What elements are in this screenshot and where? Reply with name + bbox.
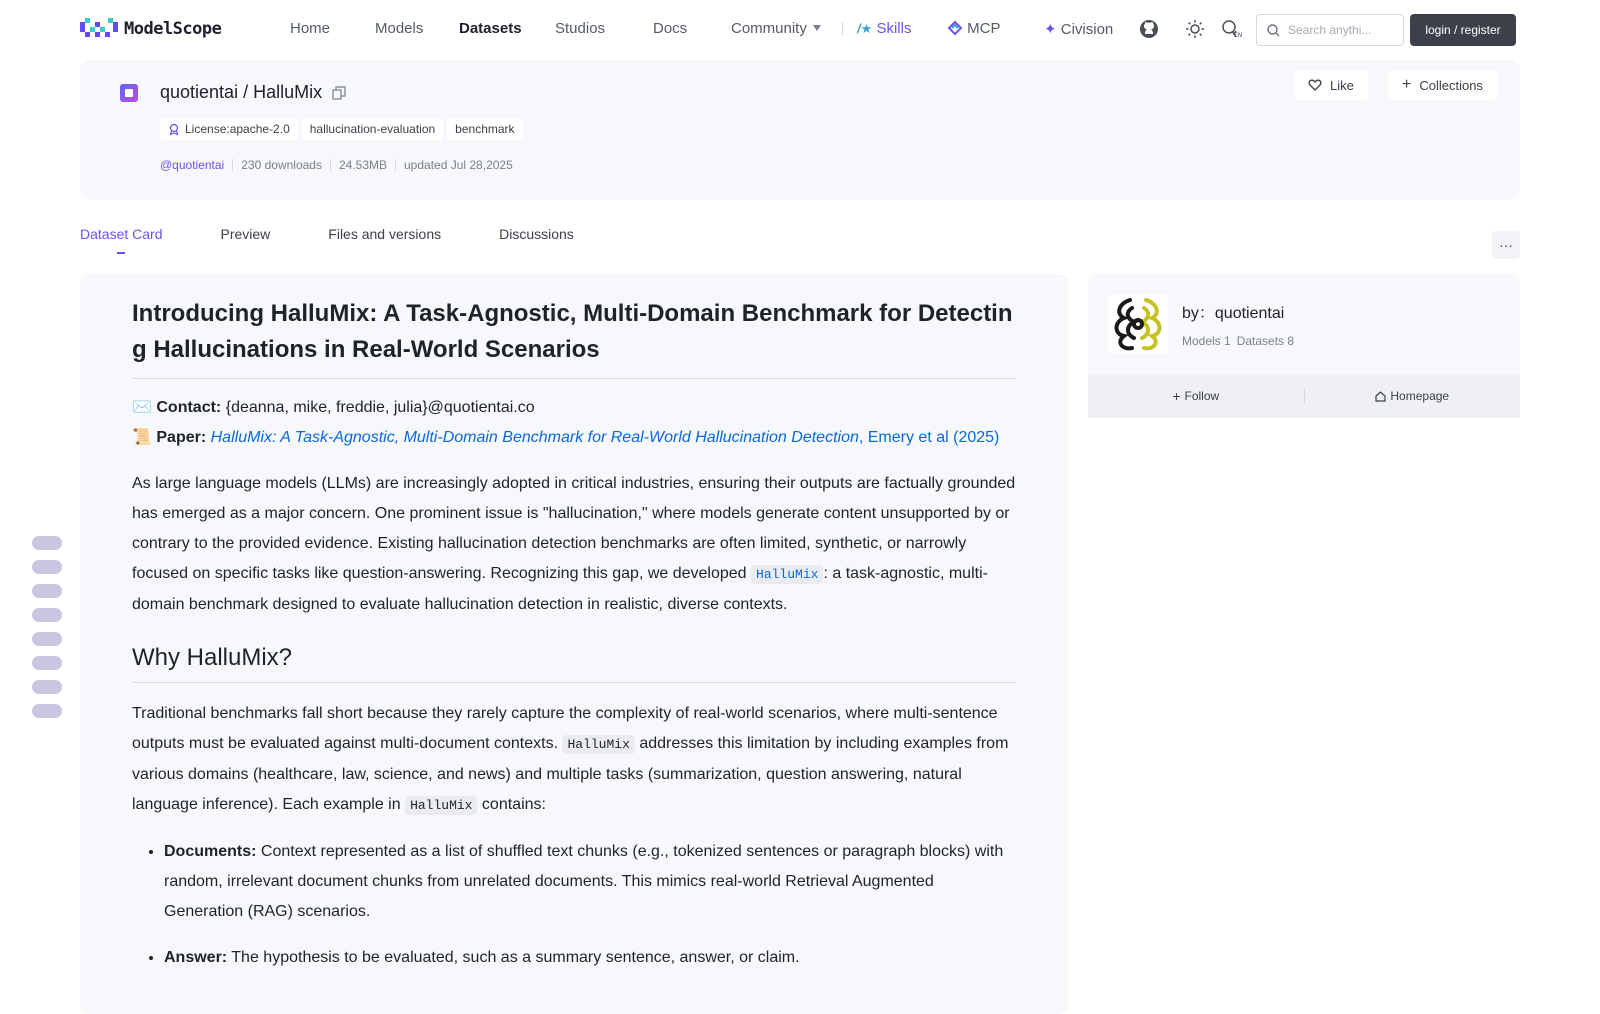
- nav-skills[interactable]: [857, 20, 911, 37]
- component-list: [132, 837, 1016, 973]
- contact-value: {deanna, mike, freddie, julia}@quotientai.co: [225, 399, 535, 416]
- tab-preview[interactable]: Preview: [220, 226, 271, 242]
- why-text: Traditional benchmarks fall short because they rarely capture the complexity of real-world scenarios, where multi-sentence outputs must be evaluated against multi-document contexts.: [132, 705, 998, 752]
- owner-avatar[interactable]: [1108, 294, 1168, 354]
- login-register-button[interactable]: login / register: [1410, 14, 1516, 46]
- nav-docs[interactable]: Docs: [653, 20, 688, 37]
- language-icon[interactable]: [1220, 18, 1242, 40]
- plus-icon: +: [1402, 76, 1412, 93]
- follow-button[interactable]: [1088, 388, 1304, 404]
- table-of-contents-rail: [32, 536, 62, 718]
- owner-stats: [1182, 334, 1294, 348]
- skills-icon: /★: [857, 21, 873, 36]
- search-input[interactable]: [1288, 23, 1398, 37]
- toc-item[interactable]: [32, 560, 62, 574]
- dataset-tags: [160, 118, 523, 140]
- nav-home[interactable]: Home: [290, 20, 331, 37]
- like-button[interactable]: [1294, 70, 1368, 100]
- top-navigation: [0, 0, 1600, 60]
- list-item-label: Documents:: [164, 843, 257, 860]
- toc-item[interactable]: [32, 632, 62, 646]
- nav-civision-label: Civision: [1060, 21, 1114, 38]
- envelope-icon: ✉️: [132, 399, 152, 416]
- follow-label: Follow: [1184, 389, 1220, 403]
- mcp-icon: [947, 20, 963, 36]
- list-item-label: Answer:: [164, 949, 228, 966]
- why-text: addresses this limitation by including examples from various domains (healthcare, law, science, and news) and multiple tasks (summarization, question answering, natural language inference). Each example in: [132, 735, 1009, 813]
- chevron-down-icon: [813, 25, 821, 31]
- homepage-label: Homepage: [1390, 389, 1450, 403]
- updated-date: updated Jul 28,2025: [404, 158, 513, 172]
- tag-benchmark[interactable]: benchmark: [447, 118, 522, 140]
- inline-code: HalluMix: [405, 796, 477, 815]
- inline-code: HalluMix: [751, 565, 823, 584]
- more-options-button[interactable]: ···: [1492, 231, 1520, 259]
- heart-icon: [1308, 78, 1322, 92]
- intro-paragraph: [132, 469, 1016, 620]
- toc-item[interactable]: [32, 536, 62, 550]
- github-icon[interactable]: [1138, 18, 1160, 40]
- toc-item[interactable]: [32, 704, 62, 718]
- nav-skills-label: Skills: [876, 20, 912, 37]
- toc-item[interactable]: [32, 656, 62, 670]
- meta-divider: [330, 159, 331, 171]
- meta-divider: [395, 159, 396, 171]
- why-text: contains:: [477, 796, 546, 813]
- paper-authors: , Emery et al (2025): [858, 429, 1000, 446]
- owner-link[interactable]: @quotientai: [160, 158, 225, 172]
- modelscope-logo-icon: [80, 18, 118, 40]
- quotientai-logo-icon: [1108, 294, 1168, 354]
- owner-actions: [1088, 374, 1520, 418]
- intro-text: As large language models (LLMs) are increasingly adopted in critical industries, ensuring their outputs are factually grounded has emerged as a major concern. One prominent issue is "hallucination," where models generate content unsupported by or contrary to the provided evidence. Existing hallucination detection benchmarks are often limited, synthetic, or narrowly focused on specific tasks like question-answering. Recognizing this gap, we developed: [132, 475, 1016, 582]
- dataset-title-text: quotientai / HalluMix: [160, 82, 323, 102]
- paper-label: Paper:: [156, 429, 207, 446]
- owner-name[interactable]: by：quotientai: [1182, 305, 1285, 322]
- svg-text:EN: EN: [1234, 32, 1243, 39]
- list-item: [164, 837, 1016, 927]
- intro-text: : a task-agnostic, multi-domain benchmark designed to evaluate hallucination detection in realistic, diverse contexts.: [132, 565, 988, 613]
- list-item-text: The hypothesis to be evaluated, such as a summary sentence, answer, or claim.: [227, 949, 800, 966]
- collections-label: Collections: [1419, 77, 1483, 93]
- nav-divider: [842, 22, 843, 36]
- datasets-count[interactable]: Datasets 8: [1236, 334, 1295, 348]
- homepage-button[interactable]: [1305, 389, 1521, 403]
- toc-item[interactable]: [32, 680, 62, 694]
- tag-license-label: License:apache-2.0: [185, 122, 290, 136]
- list-item: [164, 943, 1016, 973]
- section-heading: Why HalluMix?: [132, 644, 1016, 683]
- tag-hallucination-evaluation[interactable]: hallucination-evaluation: [302, 118, 443, 140]
- models-count[interactable]: Models 1: [1182, 334, 1231, 348]
- paper-line: [132, 423, 1016, 453]
- tag-license[interactable]: [160, 118, 298, 140]
- dataset-card-content: [80, 274, 1068, 1014]
- sparkle-icon: ✦: [1044, 21, 1057, 38]
- nav-community[interactable]: [731, 20, 821, 37]
- license-icon: [168, 123, 180, 135]
- download-count: 230 downloads: [241, 158, 322, 172]
- contact-label: Contact:: [156, 399, 222, 416]
- dataset-size: 24.53MB: [338, 158, 387, 172]
- tab-files-and-versions[interactable]: Files and versions: [328, 226, 442, 242]
- card-title: Introducing HalluMix: A Task-Agnostic, Multi-Domain Benchmark for Detecting Hallucinations in Real-World Scenarios: [132, 296, 1016, 379]
- toc-item[interactable]: [32, 584, 62, 598]
- home-icon: [1375, 391, 1386, 402]
- paper-link[interactable]: [211, 429, 1000, 446]
- plus-icon: +: [1172, 388, 1181, 404]
- search-box[interactable]: [1256, 14, 1404, 46]
- owner-sidebar-card: [1088, 274, 1520, 418]
- dataset-icon: [120, 84, 138, 102]
- nav-mcp[interactable]: [947, 20, 1001, 37]
- theme-toggle-icon[interactable]: [1184, 18, 1206, 40]
- like-label: Like: [1330, 77, 1354, 93]
- inline-code: HalluMix: [562, 735, 634, 754]
- contact-line: [132, 393, 1016, 423]
- paper-title: HalluMix: A Task-Agnostic, Multi-Domain Benchmark for Real-World Hallucination Detection: [210, 429, 859, 446]
- nav-mcp-label: MCP: [967, 20, 1001, 37]
- logo-text: ModelScope: [124, 19, 222, 39]
- dataset-title: [160, 82, 346, 103]
- list-item-text: Context represented as a list of shuffled text chunks (e.g., tokenized sentences or paragraph blocks) with random, irrelevant document chunks from unrelated documents. This mimics real-world Retrieval Augmented Generation (RAG) scenarios.: [164, 843, 1004, 920]
- dataset-meta: [160, 158, 513, 172]
- nav-civision[interactable]: [1044, 20, 1113, 38]
- nav-community-label: Community: [731, 20, 807, 37]
- dataset-header: [80, 60, 1520, 200]
- collections-button[interactable]: [1388, 70, 1497, 100]
- scroll-icon: 📜: [132, 429, 152, 446]
- copy-icon[interactable]: [332, 86, 346, 100]
- why-paragraph: [132, 699, 1016, 821]
- modelscope-logo[interactable]: [80, 18, 221, 40]
- nav-models[interactable]: Models: [375, 20, 424, 37]
- nav-datasets[interactable]: Datasets: [459, 20, 522, 37]
- meta-divider: [232, 159, 233, 171]
- toc-item[interactable]: [32, 608, 62, 622]
- nav-studios[interactable]: Studios: [555, 20, 606, 37]
- tab-discussions[interactable]: Discussions: [499, 226, 574, 242]
- dataset-tabs: [80, 226, 632, 242]
- tab-dataset-card[interactable]: Dataset Card: [80, 226, 163, 242]
- search-icon: [1267, 24, 1280, 37]
